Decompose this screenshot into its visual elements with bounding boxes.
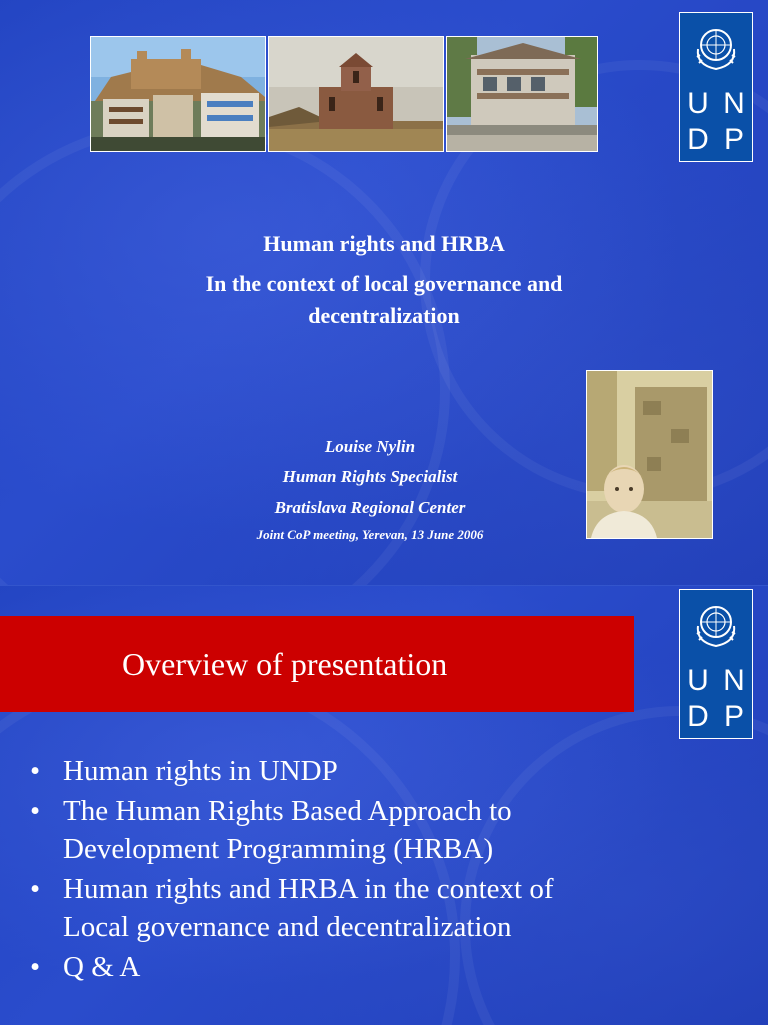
- bullet-text-line: Human rights in UNDP: [63, 755, 338, 787]
- undp-logo: [679, 12, 753, 162]
- bullet-dot-icon: •: [30, 951, 41, 983]
- section-heading-banner: [0, 616, 634, 712]
- wooden-balcony-house-photo: [446, 36, 598, 152]
- bullet-dot-icon: •: [30, 795, 41, 827]
- bullet-text-line: Local governance and decentralization: [63, 911, 512, 943]
- bullet-dot-icon: •: [30, 755, 41, 787]
- author-name: Louise Nylin: [324, 437, 416, 456]
- bullet-item: [30, 948, 670, 986]
- undp-letter-u: U: [687, 664, 709, 697]
- boy-portrait-photo: [586, 370, 713, 539]
- bullet-item: [30, 752, 670, 790]
- undp-letter-d: D: [687, 123, 709, 156]
- author-organization: Bratislava Regional Center: [274, 498, 466, 517]
- bullet-text-line: Human rights and HRBA in the context of: [63, 873, 554, 905]
- bullet-text-line: The Human Rights Based Approach to: [63, 795, 512, 827]
- overview-bullet-list: [30, 752, 670, 988]
- overview-slide: [0, 585, 768, 1025]
- un-emblem-icon: [690, 598, 742, 650]
- author-role: Human Rights Specialist: [282, 467, 458, 486]
- stone-church-photo: [268, 36, 444, 152]
- un-emblem-icon: [690, 21, 742, 73]
- slide-title-line2: In the context of local governance and: [205, 271, 563, 296]
- undp-letter-p: P: [723, 700, 744, 733]
- bullet-text-line: Q & A: [63, 951, 141, 983]
- bullet-dot-icon: •: [30, 873, 41, 905]
- undp-letter-n: N: [723, 664, 745, 697]
- event-line: Joint CoP meeting, Yerevan, 13 June 2006: [256, 527, 484, 542]
- undp-letter-n: N: [723, 87, 745, 120]
- slide-title-line3: decentralization: [308, 303, 460, 328]
- bullet-item: [30, 870, 670, 946]
- bullet-item: [30, 792, 670, 868]
- undp-letter-u: U: [687, 87, 709, 120]
- undp-logo: [679, 589, 753, 739]
- undp-letter-p: P: [723, 123, 744, 156]
- section-heading: Overview of presentation: [122, 646, 448, 682]
- undp-letter-d: D: [687, 700, 709, 733]
- old-town-fortress-photo: [90, 36, 266, 152]
- bullet-text-line: Development Programming (HRBA): [63, 833, 494, 865]
- slide-title-line1: Human rights and HRBA: [263, 231, 505, 256]
